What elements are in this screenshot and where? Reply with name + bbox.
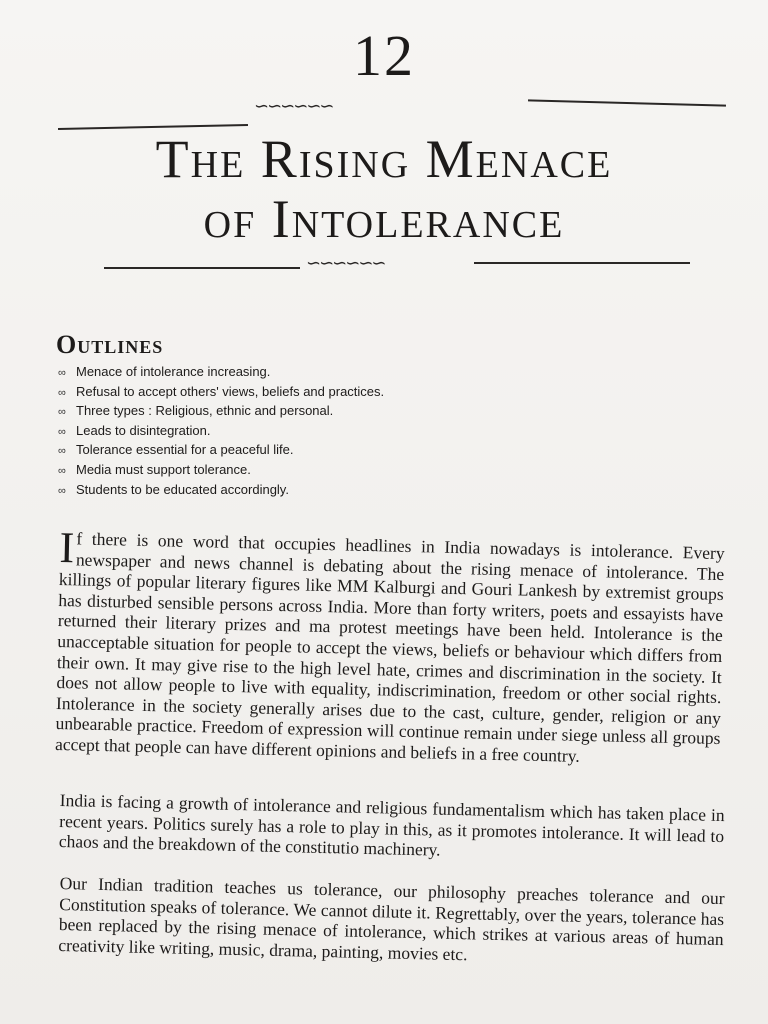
- list-item: ∞ Refusal to accept others' views, beliefs and practices.: [58, 383, 384, 403]
- list-item: ∞ Tolerance essential for a peaceful life.: [58, 441, 384, 461]
- bottom-rule-left: [104, 267, 300, 269]
- list-item: ∞ Three types : Religious, ethnic and personal.: [58, 402, 384, 422]
- bullet-icon: ∞: [58, 386, 66, 399]
- body-paragraph-3: Our Indian tradition teaches us tolerance, our philosophy preaches tolerance and our Constitution speaks of tolerance. We cannot dilute it. Regrettably, over the years, tolerance has been replaced by the rising menace of intolerance, which strikes at various areas of human creativity like writing, music, drama, painting, movies etc.: [58, 873, 725, 965]
- bullet-icon: ∞: [58, 406, 66, 419]
- chapter-title-line1: The Rising Menace: [155, 129, 613, 189]
- body-paragraph-1: If there is one word that occupies headlines in India nowadays is intolerance. Every newspaper and news channel is debating about the rising menace of intolerance. The killings of popular literary figures like MM Kalburgi and Gouri Lankesh by extremist groups has disturbed sensible persons across India. More than forty writers, poets and essayists have returned their literary prizes and ma protest meetings have been held. Intolerance is the unacceptable situation for people to accept the views, beliefs or behaviour which differs from their own. It may give rise to the high level hate, crimes and discrimination in the society. It does not allow people to live with equality, indiscrimination, freedom or other social rights. Intolerance in the society generally arises due to the cast, culture, gender, religion or any unbearable practice. Freedom of expression will continue remain under siege unless all groups accept that people can have different opinions and beliefs in a free country.: [54, 523, 725, 766]
- bullet-icon: ∞: [58, 484, 66, 497]
- outline-list: [58, 363, 384, 500]
- drop-cap: I: [59, 523, 75, 573]
- list-item: ∞ Leads to disintegration.: [58, 422, 384, 442]
- bullet-icon: ∞: [58, 464, 66, 477]
- outlines-heading: Outlines: [56, 330, 164, 359]
- body-paragraph-2: India is facing a growth of intolerance and religious fundamentalism which has taken place in recent years. Politics surely has a role to play in this, as it promotes intolerance. It will lead to chaos and the breakdown of the constitutio machinery.: [58, 790, 725, 860]
- top-rule-right: [528, 99, 726, 106]
- list-item: ∞ Menace of intolerance increasing.: [58, 363, 384, 383]
- top-ornament: ∽∽∽∽∽∽: [254, 96, 333, 117]
- bottom-rule-right: [474, 262, 690, 264]
- list-item: ∞ Students to be educated accordingly.: [58, 481, 384, 501]
- chapter-title-line2: of Intolerance: [203, 189, 565, 249]
- bullet-icon: ∞: [58, 425, 66, 438]
- bullet-icon: ∞: [58, 445, 66, 458]
- bullet-icon: ∞: [58, 367, 66, 379]
- list-item: ∞ Media must support tolerance.: [58, 461, 384, 481]
- chapter-number: 12: [353, 23, 415, 88]
- bottom-ornament: ∽∽∽∽∽∽: [306, 253, 385, 274]
